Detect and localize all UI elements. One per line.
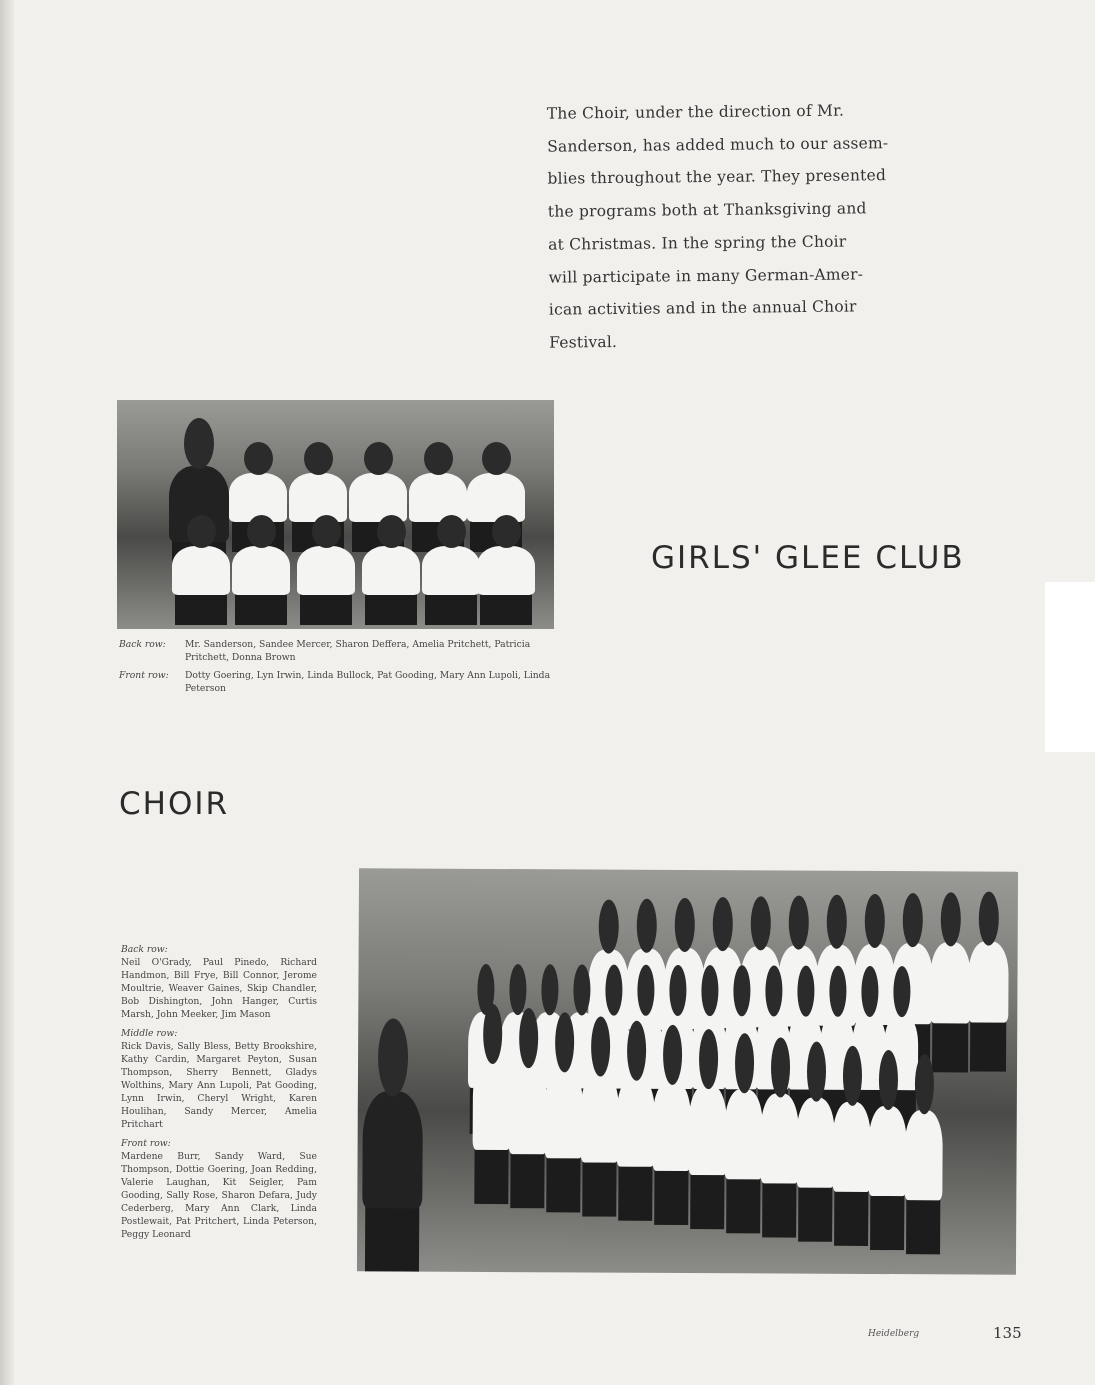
- glee-club-caption: [119, 638, 559, 700]
- photo-figure-skirt: [300, 592, 352, 625]
- photo-figure-head: [979, 892, 999, 946]
- photo-figure-head: [765, 965, 782, 1016]
- photo-figure-skirt: [618, 1161, 653, 1221]
- intro-line: ican activities and in the annual Choir: [548, 297, 857, 319]
- intro-line: Festival.: [549, 332, 618, 352]
- photo-figure-head: [842, 1046, 861, 1106]
- photo-figure-head: [187, 515, 216, 548]
- photo-figure: [688, 1085, 726, 1175]
- choir-photo: [357, 868, 1018, 1274]
- photo-figure-head: [626, 1021, 645, 1081]
- photo-figure-head: [519, 1008, 538, 1068]
- photo-figure-head: [509, 964, 526, 1015]
- photo-figure-head: [789, 896, 809, 950]
- photo-figure: [473, 1060, 511, 1150]
- photo-figure-skirt: [582, 1156, 617, 1216]
- photo-figure-head: [829, 966, 846, 1017]
- page-binding-edge: [0, 0, 14, 1385]
- photo-figure-head: [590, 1016, 609, 1076]
- back-row-label: Back row:: [119, 639, 166, 650]
- photo-figure-head: [893, 966, 910, 1017]
- photo-figure: [904, 1110, 942, 1200]
- photo-figure-head: [377, 515, 406, 548]
- photo-figure: [868, 1106, 906, 1196]
- photo-figure-skirt: [906, 1194, 941, 1254]
- photo-figure-head: [184, 418, 214, 469]
- photo-figure: [362, 1091, 423, 1208]
- photo-figure-head: [312, 515, 341, 548]
- photo-figure: [297, 546, 355, 596]
- intro-line: will participate in many German-Amer-: [548, 264, 864, 287]
- photo-figure: [617, 1077, 655, 1167]
- photo-figure-head: [482, 442, 511, 475]
- photo-figure-head: [770, 1037, 789, 1097]
- photo-figure-head: [713, 897, 733, 951]
- photo-figure-head: [244, 442, 273, 475]
- intro-line: at Christmas. In the spring the Choir: [548, 232, 847, 254]
- photo-figure-skirt: [690, 1169, 725, 1229]
- footer-book-title: Heidelberg: [868, 1329, 920, 1339]
- photo-figure: [362, 546, 420, 596]
- photo-figure: [467, 473, 525, 523]
- photo-figure-head: [554, 1012, 573, 1072]
- photo-figure-skirt: [654, 1165, 689, 1225]
- photo-figure-head: [751, 896, 771, 950]
- photo-figure-head: [698, 1029, 717, 1089]
- photo-figure: [760, 1093, 798, 1183]
- photo-figure-skirt: [834, 1186, 869, 1246]
- photo-figure: [349, 473, 407, 523]
- photo-figure-skirt: [365, 1200, 419, 1274]
- photo-figure-skirt: [365, 592, 417, 625]
- photo-figure-head: [734, 1033, 753, 1093]
- photo-figure-head: [861, 966, 878, 1017]
- front-row-names: Mardene Burr, Sandy Ward, Sue Thompson, Dottie Goering, Joan Redding, Valerie Laughan, Kit Seigler, Pam Gooding, Sally Rose, Sharon Defara, Judy Cederberg, Mary Ann Clark, Linda Postlewait, Pat Pritchert, Linda Peterson, Peggy Leonard: [121, 1151, 317, 1240]
- photo-figure: [581, 1072, 619, 1162]
- photo-figure-skirt: [546, 1152, 581, 1212]
- photo-figure-head: [733, 965, 750, 1016]
- photo-figure: [832, 1102, 870, 1192]
- photo-figure-skirt: [932, 1018, 968, 1072]
- front-row-names: Dotty Goering, Lyn Irwin, Linda Bullock, Pat Gooding, Mary Ann Lupoli, Linda Peterson: [185, 670, 551, 694]
- intro-line: the programs both at Thanksgiving and: [547, 199, 867, 221]
- photo-figure-head: [492, 515, 521, 548]
- photo-figure-head: [662, 1025, 681, 1085]
- photo-figure-head: [541, 964, 558, 1015]
- choir-title: CHOIR: [119, 786, 230, 822]
- choir-caption: [121, 943, 317, 1247]
- photo-figure-head: [378, 1018, 408, 1096]
- front-row-label: Front row:: [121, 1138, 171, 1149]
- photo-figure-head: [797, 966, 814, 1017]
- photo-figure-head: [878, 1050, 897, 1110]
- intro-line: Sanderson, has added much to our assem-: [547, 133, 889, 156]
- photo-figure-head: [827, 895, 847, 949]
- photo-figure-head: [424, 442, 453, 475]
- photo-figure: [724, 1089, 762, 1179]
- photo-figure-skirt: [474, 1144, 509, 1204]
- photo-figure-head: [599, 900, 619, 954]
- photo-figure-skirt: [762, 1177, 797, 1237]
- photo-figure-head: [903, 893, 923, 947]
- photo-figure-head: [304, 442, 333, 475]
- front-row-label: Front row:: [119, 670, 169, 681]
- photo-figure-head: [605, 965, 622, 1016]
- middle-row-names: Rick Davis, Sally Bless, Betty Brookshire, Kathy Cardin, Margaret Peyton, Susan Thompson, Sherry Bennett, Gladys Wolthins, Mary Ann Lupoli, Pat Gooding, Lynn Irwin, Cheryl Wright, Karen Houlihan, Sandy Mercer, Amelia Pritchart: [121, 1041, 317, 1130]
- photo-figure-head: [865, 894, 885, 948]
- photo-figure-head: [637, 899, 657, 953]
- photo-figure: [930, 943, 970, 1024]
- photo-figure-skirt: [175, 592, 227, 625]
- photo-figure-head: [701, 965, 718, 1016]
- photo-figure: [422, 546, 480, 596]
- photo-figure: [509, 1064, 547, 1154]
- photo-figure-head: [806, 1042, 825, 1102]
- photo-figure-skirt: [726, 1173, 761, 1233]
- photo-figure: [172, 546, 230, 596]
- photo-figure-head: [669, 965, 686, 1016]
- photo-figure-skirt: [235, 592, 287, 625]
- glee-club-title: GIRLS' GLEE CLUB: [651, 540, 965, 576]
- photo-figure: [477, 546, 535, 596]
- page-tab: [1045, 582, 1095, 752]
- photo-figure-skirt: [798, 1182, 833, 1242]
- photo-figure: [652, 1081, 690, 1171]
- back-row-names: Mr. Sanderson, Sandee Mercer, Sharon Deffera, Amelia Pritchett, Patricia Pritchett, Donna Brown: [185, 639, 531, 663]
- page-number: 135: [993, 1324, 1022, 1342]
- photo-figure-skirt: [870, 1190, 905, 1250]
- photo-figure: [232, 546, 290, 596]
- photo-figure: [545, 1068, 583, 1158]
- photo-figure-skirt: [970, 1017, 1006, 1071]
- glee-club-photo: [117, 400, 554, 629]
- photo-figure-head: [914, 1054, 933, 1114]
- photo-figure-head: [637, 965, 654, 1016]
- photo-figure: [968, 942, 1008, 1023]
- photo-figure-head: [437, 515, 466, 548]
- photo-figure-skirt: [425, 592, 477, 625]
- photo-figure: [409, 473, 467, 523]
- photo-figure: [796, 1098, 834, 1188]
- photo-figure-head: [941, 892, 961, 946]
- photo-figure-skirt: [480, 592, 532, 625]
- photo-figure-head: [364, 442, 393, 475]
- intro-line: The Choir, under the direction of Mr.: [546, 101, 845, 123]
- photo-figure-head: [573, 964, 590, 1015]
- back-row-label: Back row:: [121, 944, 168, 955]
- photo-figure-head: [675, 898, 695, 952]
- photo-figure-head: [483, 1004, 502, 1064]
- back-row-names: Neil O'Grady, Paul Pinedo, Richard Handmon, Bill Frye, Bill Connor, Jerome Moultrie, Weaver Gaines, Skip Chandler, Bob Dishington, John Hanger, Curtis Marsh, John Meeker, Jim Mason: [121, 957, 317, 1020]
- middle-row-label: Middle row:: [121, 1028, 178, 1039]
- intro-line: blies throughout the year. They presented: [547, 166, 887, 189]
- photo-figure-head: [247, 515, 276, 548]
- photo-figure-skirt: [510, 1148, 545, 1208]
- intro-paragraph: [546, 94, 889, 359]
- photo-figure: [289, 473, 347, 523]
